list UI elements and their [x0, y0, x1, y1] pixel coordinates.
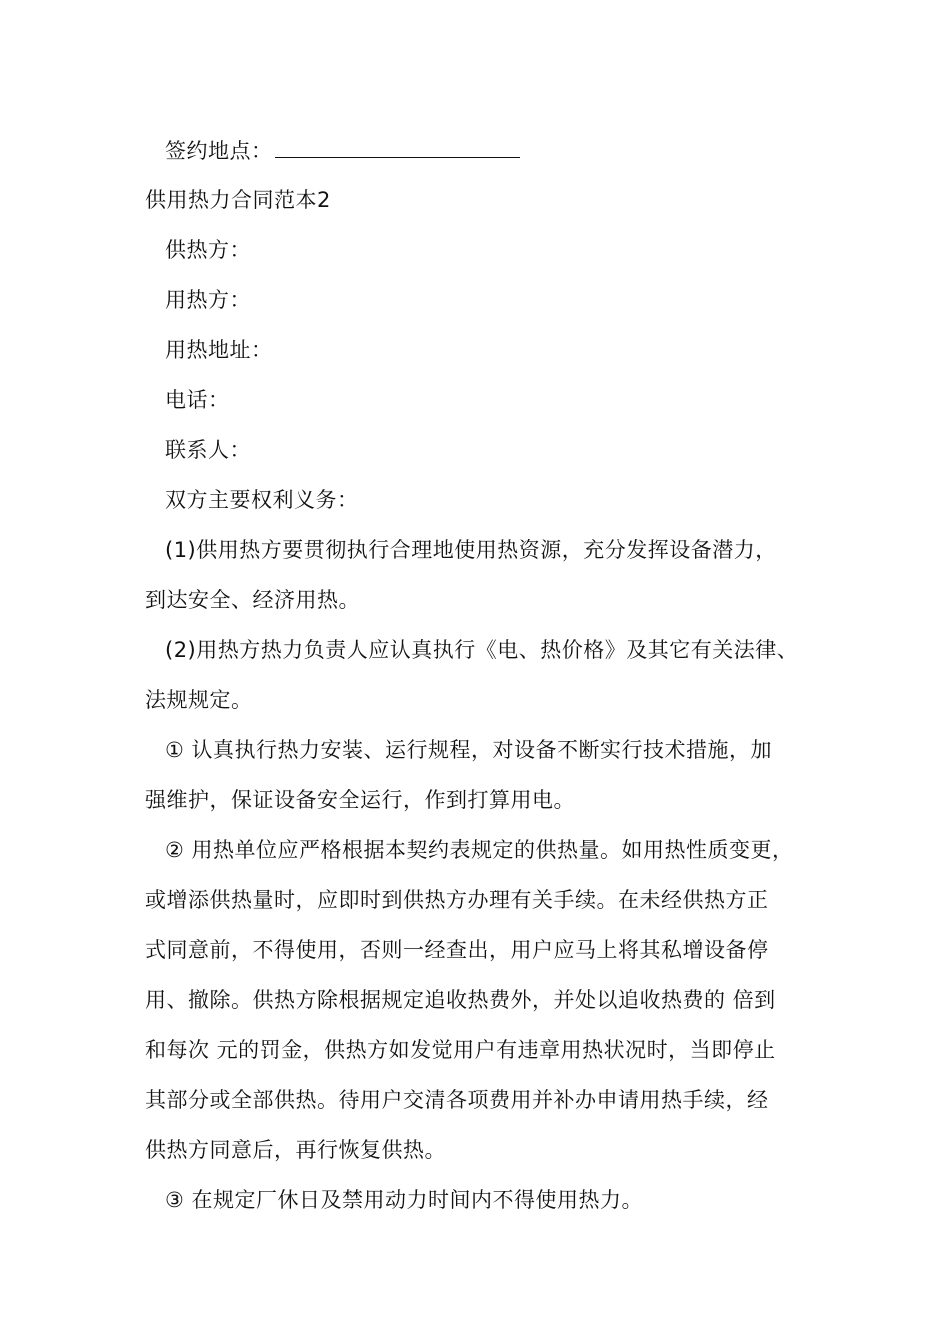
signing-place-blank	[275, 135, 520, 158]
paragraph-line: ① 认真执行热力安装、运行规程，对设备不断实行技术措施，加	[165, 738, 772, 762]
paragraph-line: 强维护，保证设备安全运行，作到打算用电。	[145, 788, 575, 812]
signing-place-line	[165, 135, 855, 165]
paragraph-line: 其部分或全部供热。待用户交清各项费用并补办申请用热手续，经	[145, 1088, 769, 1112]
party-supplier: 供热方：	[165, 238, 251, 262]
paragraph-line: 或增添供热量时，应即时到供热方办理有关手续。在未经供热方正	[145, 888, 769, 912]
party-user: 用热方：	[165, 288, 251, 312]
document-title: 供用热力合同范本2	[145, 188, 331, 212]
paragraph-line: 式同意前，不得使用，否则一经查出，用户应马上将其私增设备停	[145, 938, 769, 962]
rights-obligations-heading: 双方主要权利义务：	[165, 488, 359, 512]
paragraph-line: (1)供用热方要贯彻执行合理地使用热资源，充分发挥设备潜力，	[165, 538, 777, 562]
paragraph-line: 到达安全、经济用热。	[145, 588, 360, 612]
paragraph-line: ② 用热单位应严格根据本契约表规定的供热量。如用热性质变更，	[165, 838, 794, 862]
user-address: 用热地址：	[165, 338, 273, 362]
paragraph-line: 供热方同意后，再行恢复供热。	[145, 1138, 446, 1162]
paragraph-line: ③ 在规定厂休日及禁用动力时间内不得使用热力。	[165, 1188, 643, 1212]
contact-person: 联系人：	[165, 438, 251, 462]
paragraph-line: (2)用热方热力负责人应认真执行《电、热价格》及其它有关法律、	[165, 638, 799, 662]
phone: 电话：	[165, 388, 230, 412]
paragraph-line: 法规规定。	[145, 688, 253, 712]
paragraph-line: 用、撤除。供热方除根据规定追收热费外，并处以追收热费的 倍到	[145, 988, 776, 1012]
signing-place-label: 签约地点：	[165, 139, 273, 163]
paragraph-line: 和每次 元的罚金，供热方如发觉用户有违章用热状况时，当即停止	[145, 1038, 776, 1062]
